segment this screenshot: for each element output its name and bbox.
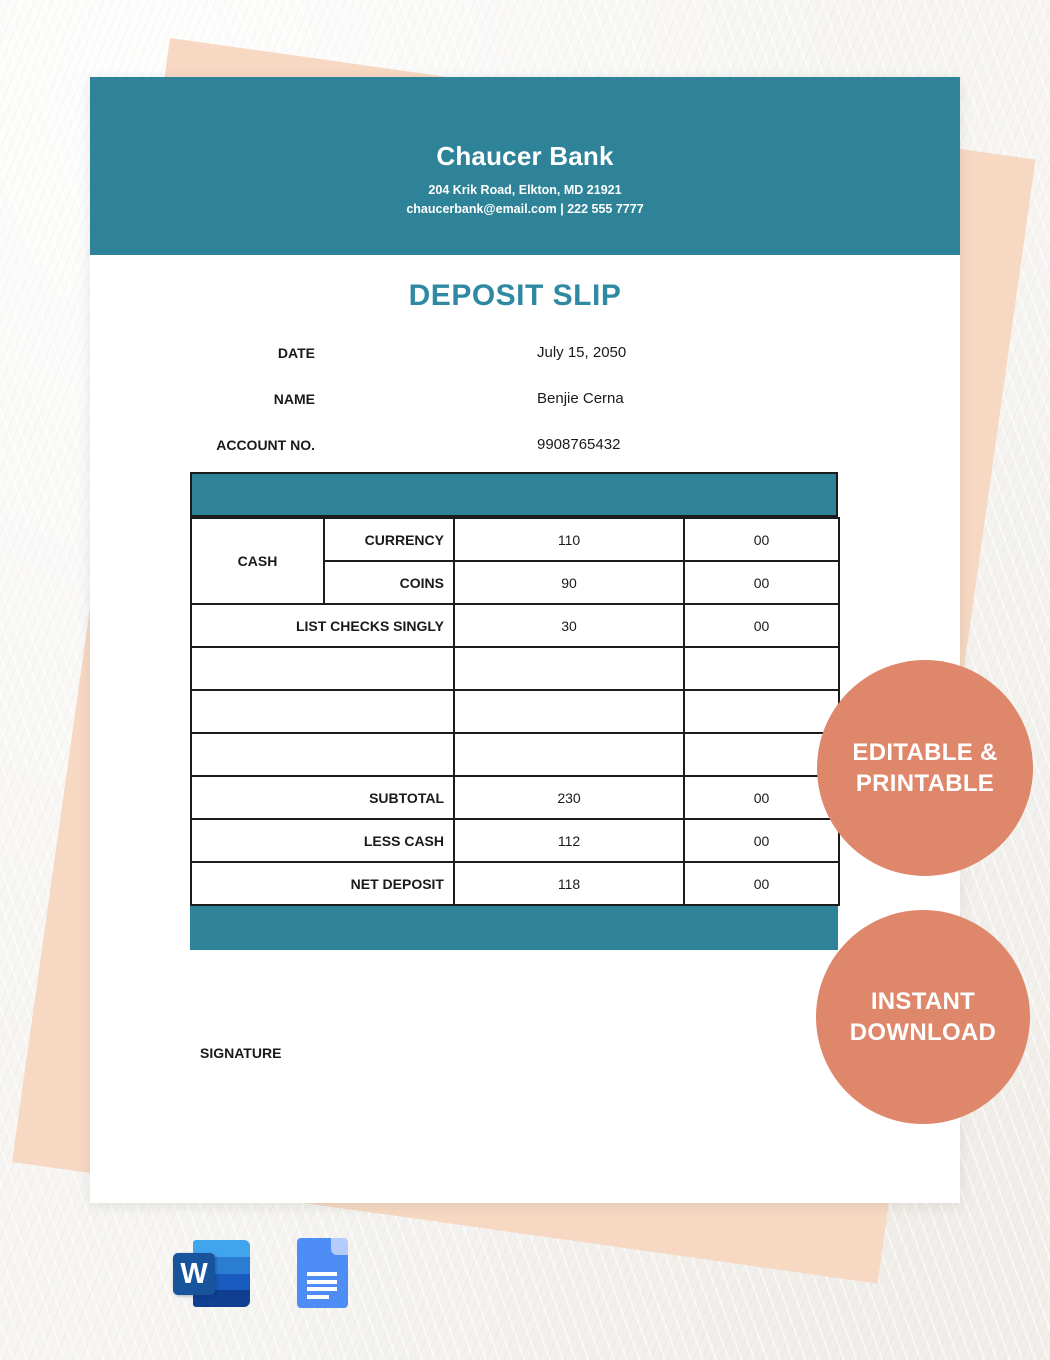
checks-cents-cell: 00 — [684, 604, 839, 647]
name-value: Benjie Cerna — [537, 390, 624, 407]
info-section — [90, 337, 960, 475]
cash-group-cell: CASH — [191, 518, 324, 604]
editable-printable-badge — [817, 660, 1033, 876]
word-letter-tile: W — [173, 1253, 215, 1295]
table-row-empty — [191, 733, 839, 776]
deposit-table-section — [190, 472, 838, 950]
table-row-net-deposit — [191, 862, 839, 905]
currency-label-cell: CURRENCY — [324, 518, 454, 561]
bank-contact: chaucerbank@email.com | 222 555 7777 — [406, 202, 644, 216]
empty-label-cell — [191, 690, 454, 733]
microsoft-word-icon[interactable] — [173, 1240, 253, 1308]
docs-folded-corner — [331, 1238, 348, 1255]
less-cash-label-cell: LESS CASH — [191, 819, 454, 862]
table-footer-bar — [190, 906, 838, 950]
date-label: DATE — [277, 345, 315, 361]
badge-line: PRINTABLE — [855, 770, 995, 797]
net-deposit-value-cell: 118 — [454, 862, 684, 905]
table-row-currency — [191, 518, 839, 561]
empty-value-cell — [454, 733, 684, 776]
less-cash-value-cell: 112 — [454, 819, 684, 862]
badge-line: DOWNLOAD — [849, 1019, 997, 1046]
subtotal-label-cell: SUBTOTAL — [191, 776, 454, 819]
subtotal-value-cell: 230 — [454, 776, 684, 819]
bank-header-band — [90, 77, 960, 255]
subtotal-cents-cell: 00 — [684, 776, 839, 819]
currency-cents-cell: 00 — [684, 518, 839, 561]
empty-cents-cell — [684, 647, 839, 690]
info-row-date — [90, 337, 960, 383]
deposit-table — [190, 517, 840, 906]
page-title: DEPOSIT SLIP — [408, 279, 622, 312]
docs-text-lines — [307, 1272, 337, 1302]
table-row-less-cash — [191, 819, 839, 862]
name-label: NAME — [273, 391, 315, 407]
coins-label-cell: COINS — [324, 561, 454, 604]
account-no-value: 9908765432 — [537, 436, 621, 453]
empty-value-cell — [454, 690, 684, 733]
badge-text — [852, 737, 997, 799]
badge-line: EDITABLE & — [852, 739, 998, 766]
instant-download-badge — [816, 910, 1030, 1124]
net-deposit-cents-cell: 00 — [684, 862, 839, 905]
date-value: July 15, 2050 — [537, 344, 627, 361]
bank-address: 204 Krik Road, Elkton, MD 21921 — [428, 183, 622, 197]
empty-label-cell — [191, 647, 454, 690]
less-cash-cents-cell: 00 — [684, 819, 839, 862]
empty-cents-cell — [684, 733, 839, 776]
checks-value-cell: 30 — [454, 604, 684, 647]
signature-label: SIGNATURE — [200, 1045, 282, 1061]
info-row-account — [90, 429, 960, 475]
empty-label-cell — [191, 733, 454, 776]
table-row-checks — [191, 604, 839, 647]
google-docs-icon[interactable] — [297, 1238, 348, 1308]
badge-text — [850, 986, 996, 1048]
table-row-empty — [191, 690, 839, 733]
coins-cents-cell: 00 — [684, 561, 839, 604]
checks-label-cell: LIST CHECKS SINGLY — [191, 604, 454, 647]
table-row-subtotal — [191, 776, 839, 819]
bank-name: Chaucer Bank — [436, 141, 614, 171]
table-row-empty — [191, 647, 839, 690]
table-header-bar — [190, 472, 838, 517]
currency-value-cell: 110 — [454, 518, 684, 561]
coins-value-cell: 90 — [454, 561, 684, 604]
badge-line: INSTANT — [870, 988, 976, 1015]
empty-value-cell — [454, 647, 684, 690]
account-no-label: ACCOUNT NO. — [216, 437, 315, 453]
empty-cents-cell — [684, 690, 839, 733]
info-row-name — [90, 383, 960, 429]
net-deposit-label-cell: NET DEPOSIT — [191, 862, 454, 905]
